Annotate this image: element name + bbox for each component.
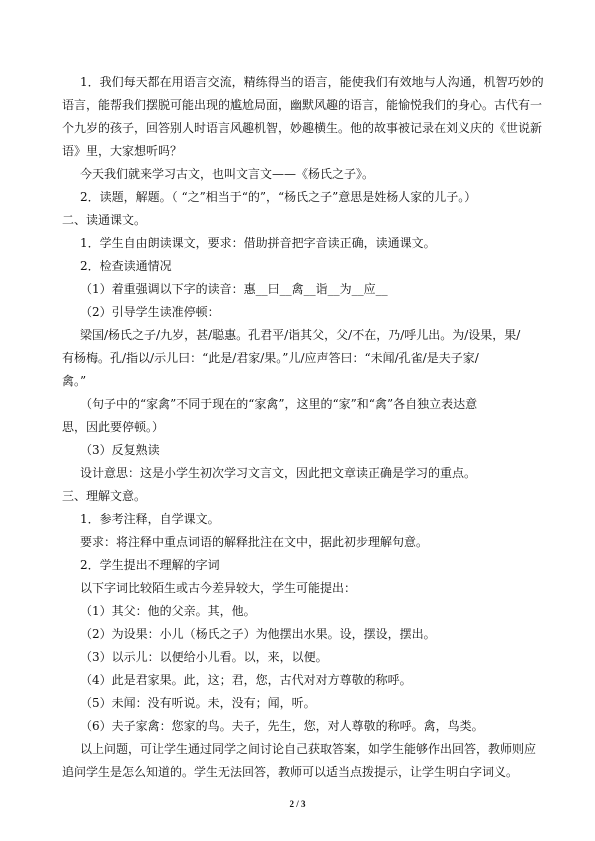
text-line: 1．参考注释，自学课文。 [80,512,220,526]
text-line: 2．学生提出不理解的字词 [80,558,220,572]
text-line: （5）未闻：没有听说。未，没有；闻，听。 [80,696,316,710]
text-line: （2）为设果：小儿（杨氏之子）为他摆出水果。设，摆设，摆出。 [80,627,436,641]
text-line: 设计意思：这是小学生初次学习文言文，因此把文章读正确是学习的重点。 [80,466,477,480]
text-line: 禽。” [62,374,87,388]
text-line: 今天我们就来学习古文，也叫文言文——《杨氏之子》。 [80,167,375,181]
page-number: 2 / 3 [289,799,306,809]
text-line: （2）引导学生读准停顿： [80,305,220,319]
text-line: 追问学生是怎么知道的。学生无法回答，教师可以适当点拨提示，让学生明白字词义。 [62,765,519,779]
text-line: （句子中的“家禽”不同于现在的“家禽”，这里的“家”和“禽”各自独立表达意 [80,397,478,411]
text-line: （3）以示儿：以便给小儿看。以，来，以便。 [80,650,328,664]
text-line: 1．我们每天都在用语言交流，精练得当的语言，能使我们有效地与人沟通，机智巧妙的 [80,75,544,89]
text-line: （4）此是君家果。此，这；君，您，古代对对方尊敬的称呼。 [80,673,412,687]
text-line: 1．学生自由朗读课文，要求：借助拼音把字音读正确，读通课文。 [80,236,436,250]
text-line: 2．检查读通情况 [80,259,172,273]
text-line: （1）着重强调以下字的读音：惠__曰__禽__诣__为__应__ [80,282,388,296]
text-line: 梁国/杨氏之子/九岁，甚/聪惠。孔君平/诣其父，父/不在，乃/呼儿出。为/设果，果/ [80,328,521,342]
text-line: 以下字词比较陌生或古今差异较大，学生可能提出： [80,581,357,595]
text-line: （6）夫子家禽：您家的鸟。夫子，先生，您，对人尊敬的称呼。禽，鸟类。 [80,719,484,733]
text-line: 个九岁的孩子，回答别人时语言风趣机智，妙趣横生。他的故事被记录在刘义庆的《世说新 [62,121,543,135]
text-line: 有杨梅。孔/指以/示儿曰：“此是/君家/果。”儿/应声答曰：“未闻/孔雀/是夫子家/ [62,351,479,365]
text-line: 以上问题，可让学生通过同学之间讨论自己获取答案，如学生能够作出回答，教师则应 [80,742,537,756]
text-line: 语》里，大家想听吗？ [62,144,183,158]
text-line: 语言，能帮我们摆脱可能出现的尴尬局面，幽默风趣的语言，能愉悦我们的身心。古代有一 [62,98,543,112]
text-line: （3）反复熟读 [80,443,160,457]
section-heading: 三、理解文意。 [62,489,147,503]
text-line: （1）其父：他的父亲。其，他。 [80,604,256,618]
text-line: 思，因此要停顿。） [62,420,165,434]
text-line: 2．读题，解题。（ “之”相当于“的”，“杨氏之子”意思是姓杨人家的儿子。） [80,190,477,204]
section-heading: 二、读通课文。 [62,213,147,227]
text-line: 要求：将注释中重点词语的解释批注在文中，据此初步理解句意。 [80,535,429,549]
